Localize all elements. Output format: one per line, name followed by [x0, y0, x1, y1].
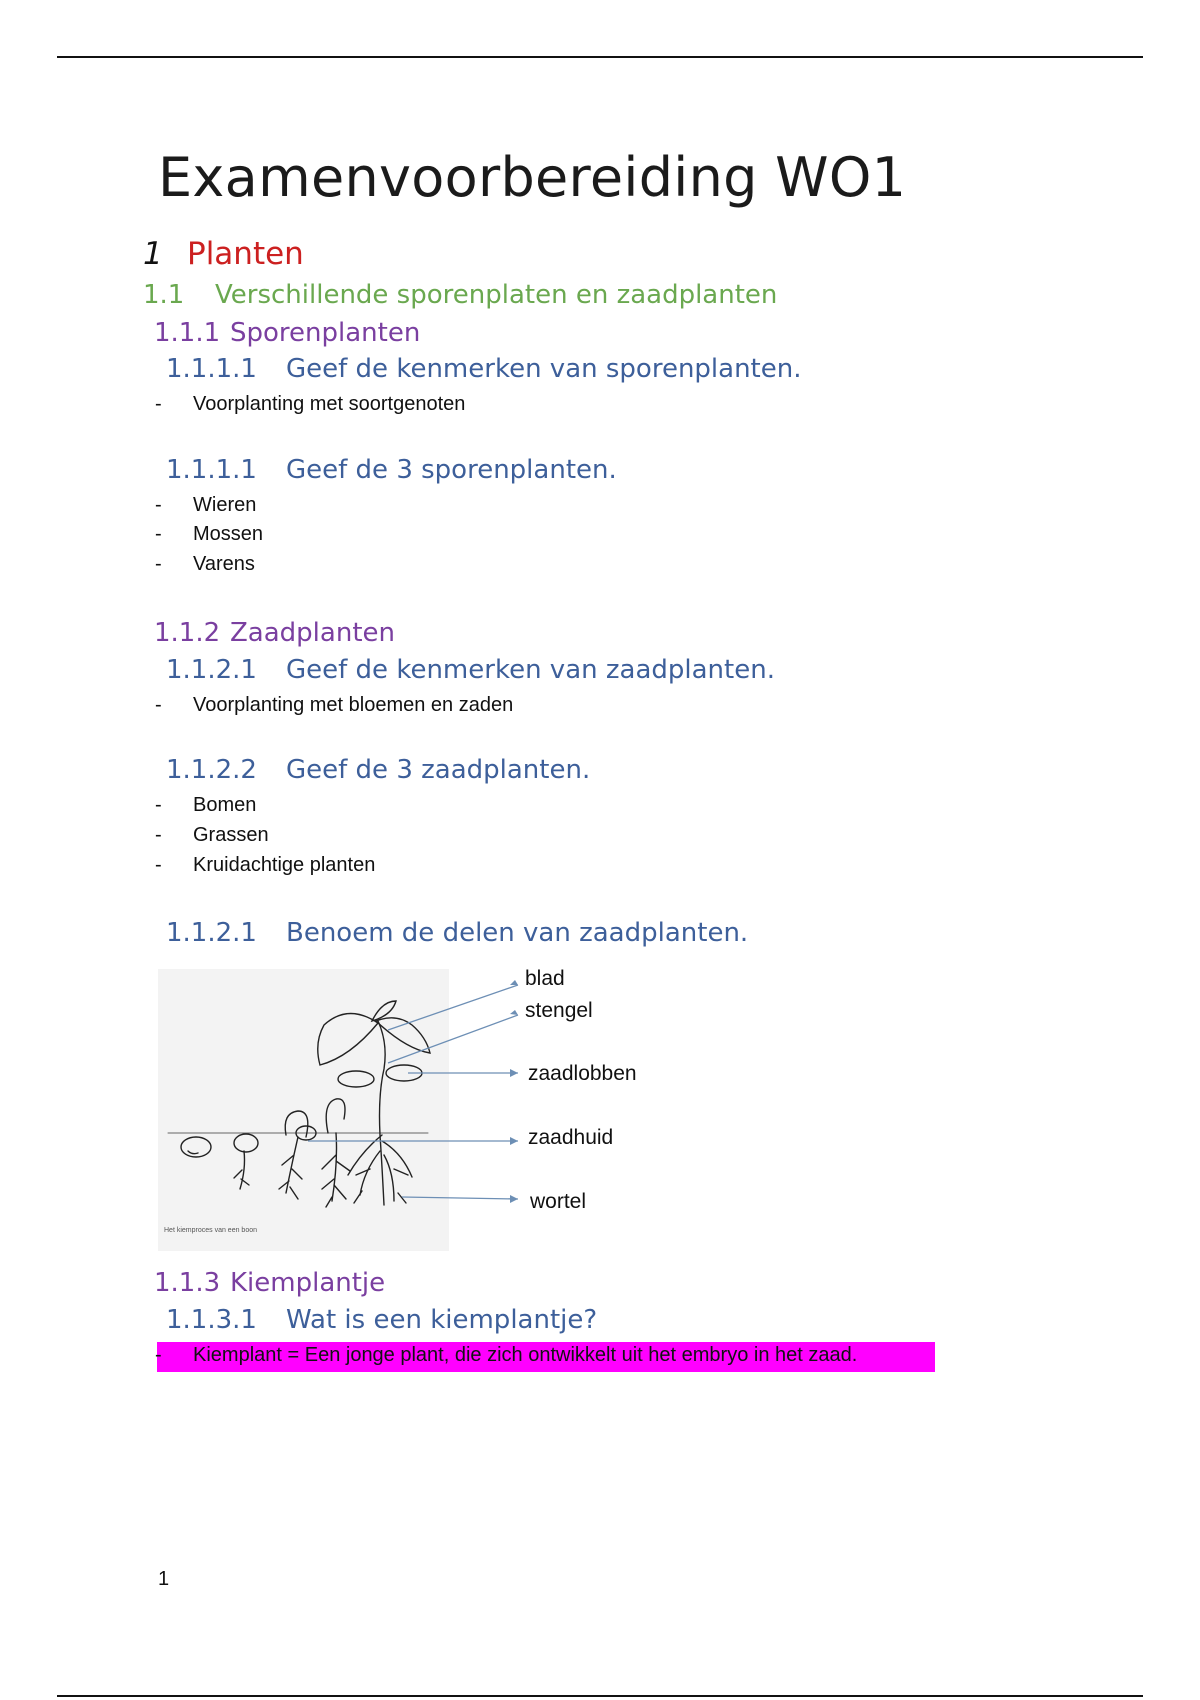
section-heading: [143, 280, 777, 310]
section-number: 1.1: [143, 280, 185, 310]
figure-caption: Het kiemproces van een boon: [164, 1227, 257, 1234]
question-title: Geef de kenmerken van sporenplanten.: [286, 354, 802, 384]
list-item-text: Bomen: [193, 794, 257, 816]
list-item: [155, 393, 465, 416]
bullet: -: [155, 523, 162, 545]
bullet: -: [155, 794, 162, 816]
subsection-number: 1.1.1: [154, 318, 221, 348]
list-item-text: Voorplanting met bloemen en zaden: [193, 694, 514, 716]
question-number: 1.1.1.1: [166, 455, 257, 485]
figure-label-zaadlobben: zaadlobben: [528, 1062, 637, 1085]
subsection-heading-kiemplantje: [154, 1268, 385, 1298]
bullet: -: [155, 553, 162, 575]
figure-label-stengel: stengel: [525, 999, 593, 1022]
list-item-text: Wieren: [193, 494, 257, 516]
subsection-heading-zaadplanten: [154, 618, 395, 648]
list-item: [155, 794, 256, 817]
subsection-title: Sporenplanten: [230, 318, 421, 348]
question-number: 1.1.2.1: [166, 918, 257, 948]
plant-parts-figure: [158, 965, 658, 1255]
list-item-text: Kiemplant = Een jonge plant, die zich ontwikkelt uit het embryo in het zaad.: [193, 1344, 858, 1366]
list-item: [155, 694, 513, 717]
question-number: 1.1.2.1: [166, 655, 257, 685]
question-heading: [166, 918, 748, 948]
list-item-text: Varens: [193, 553, 255, 575]
subsection-title: Zaadplanten: [230, 618, 395, 648]
question-heading: [166, 755, 590, 785]
bullet: -: [155, 694, 162, 716]
chapter-title: Planten: [187, 236, 304, 272]
question-title: Geef de 3 sporenplanten.: [286, 455, 617, 485]
question-number: 1.1.1.1: [166, 354, 257, 384]
question-heading: [166, 455, 617, 485]
question-number: 1.1.2.2: [166, 755, 257, 785]
footer-rule: [57, 1695, 1143, 1697]
list-item-text: Grassen: [193, 824, 269, 846]
figure-label-blad: blad: [525, 967, 565, 990]
bullet: -: [155, 393, 162, 415]
question-heading: [166, 354, 802, 384]
question-number: 1.1.3.1: [166, 1305, 257, 1335]
question-heading: [166, 1305, 597, 1335]
list-item: [155, 494, 256, 517]
list-item: [155, 523, 263, 546]
chapter-number: 1: [143, 236, 163, 272]
bullet: -: [155, 1344, 162, 1366]
list-item-text: Voorplanting met soortgenoten: [193, 393, 466, 415]
list-item-text: Mossen: [193, 523, 264, 545]
bullet: -: [155, 494, 162, 516]
bullet: -: [155, 824, 162, 846]
figure-label-zaadhuid: zaadhuid: [528, 1126, 614, 1149]
header-rule: [57, 56, 1143, 58]
subsection-title: Kiemplantje: [230, 1268, 386, 1298]
list-item: [155, 854, 375, 877]
list-item-text: Kruidachtige planten: [193, 854, 376, 876]
subsection-heading-sporenplanten: [154, 318, 420, 348]
question-title: Wat is een kiemplantje?: [286, 1305, 598, 1335]
question-title: Benoem de delen van zaadplanten.: [286, 918, 749, 948]
list-item: [155, 824, 269, 847]
page-number: 1: [158, 1568, 170, 1590]
section-title: Verschillende sporenplaten en zaadplanten: [215, 280, 778, 310]
bullet: -: [155, 854, 162, 876]
figure-label-wortel: wortel: [530, 1190, 587, 1213]
subsection-number: 1.1.3: [154, 1268, 221, 1298]
question-title: Geef de 3 zaadplanten.: [286, 755, 591, 785]
subsection-number: 1.1.2: [154, 618, 221, 648]
question-title: Geef de kenmerken van zaadplanten.: [286, 655, 775, 685]
list-item-highlighted: [155, 1344, 857, 1367]
document-title: Examenvoorbereiding WO1: [158, 146, 907, 209]
question-heading: [166, 655, 775, 685]
list-item: [155, 553, 255, 576]
chapter-heading: [143, 236, 304, 272]
